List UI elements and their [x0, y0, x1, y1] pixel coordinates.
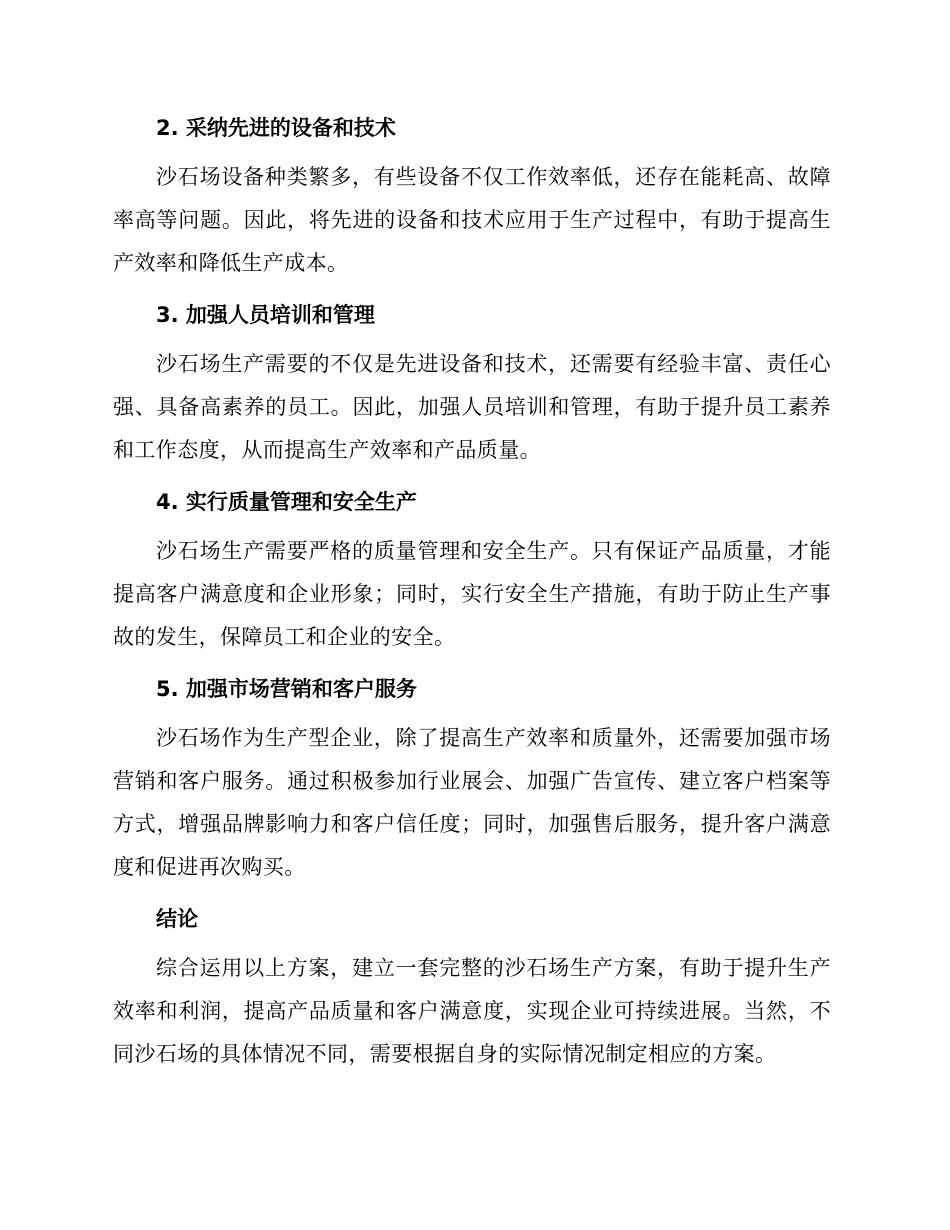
section-paragraph: 综合运用以上方案，建立一套完整的沙石场生产方案，有助于提升生产效率和利润，提高产品质量和客户满意度，实现企业可持续进展。当然，不同沙石场的具体情况不同，需要根据自身的实际情况制定相应的方案。 — [113, 956, 831, 1066]
section-quality-safety — [113, 482, 831, 659]
section-paragraph: 沙石场作为生产型企业，除了提高生产效率和质量外，还需要加强市场营销和客户服务。通过积极参加行业展会、加强广告宣传、建立客户档案等方式，增强品牌影响力和客户信任度；同时，加强售后服务，提升客户满意度和促进再次购买。 — [113, 726, 831, 879]
section-paragraph: 沙石场生产需要严格的质量管理和安全生产。只有保证产品质量，才能提高客户满意度和企业形象；同时，实行安全生产措施，有助于防止生产事故的发生，保障员工和企业的安全。 — [113, 539, 831, 649]
section-paragraph: 沙石场设备种类繁多，有些设备不仅工作效率低，还存在能耗高、故障率高等问题。因此，将先进的设备和技术应用于生产过程中，有助于提高生产效率和降低生产成本。 — [113, 165, 831, 275]
section-heading: 5. 加强市场营销和客户服务 — [156, 677, 417, 701]
section-equipment — [113, 108, 831, 285]
section-paragraph: 沙石场生产需要的不仅是先进设备和技术，还需要有经验丰富、责任心强、具备高素养的员工。因此，加强人员培训和管理，有助于提升员工素养和工作态度，从而提高生产效率和产品质量。 — [113, 352, 831, 462]
section-heading: 3. 加强人员培训和管理 — [156, 303, 375, 327]
section-conclusion — [113, 899, 831, 1076]
section-heading: 2. 采纳先进的设备和技术 — [156, 116, 396, 140]
section-training — [113, 295, 831, 472]
document-page — [113, 108, 831, 1086]
section-heading: 结论 — [156, 907, 198, 931]
section-heading: 4. 实行质量管理和安全生产 — [156, 490, 417, 514]
section-marketing — [113, 669, 831, 889]
